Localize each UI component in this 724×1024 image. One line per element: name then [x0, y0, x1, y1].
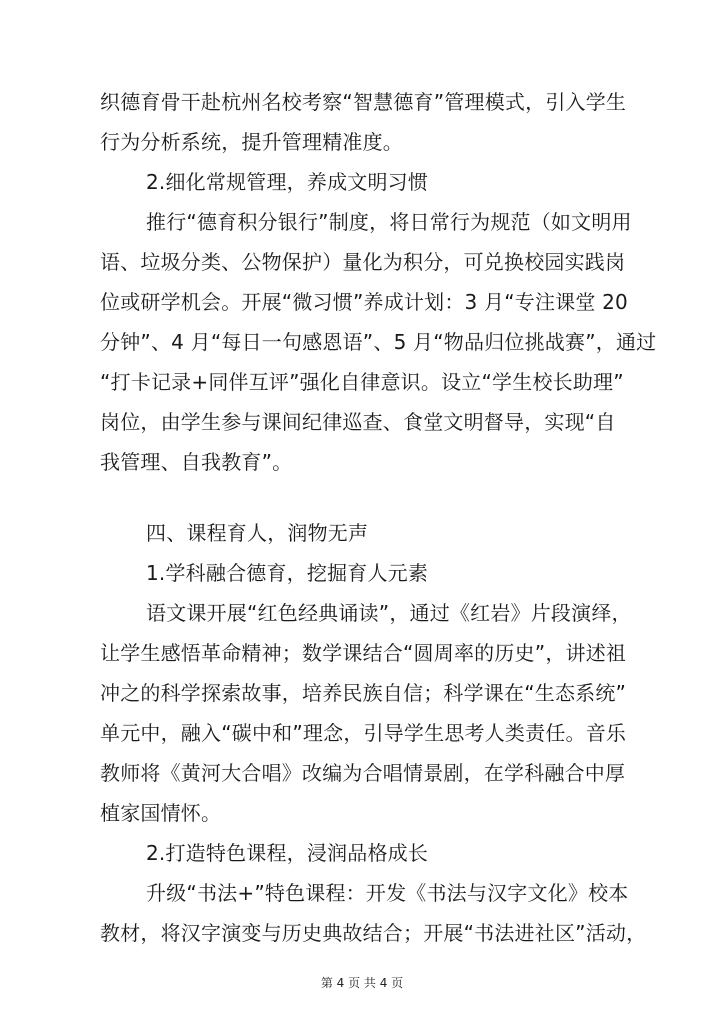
paragraph-line: 单元中，融入“碳中和”理念，引导学生思考人类责任。音乐 [100, 721, 627, 745]
paragraph-line: 冲之的科学探索故事，培养民族自信；科学课在“生态系统” [100, 681, 627, 705]
section-heading-curriculum: 四、课程育人，润物无声 [146, 521, 369, 545]
paragraph-line: 分钟”、4 月“每日一句感恩语”、5 月“物品归位挑战赛”，通过 [100, 330, 657, 354]
paragraph-line: 植家国情怀。 [100, 801, 222, 825]
paragraph-line: 语、垃圾分类、公物保护）量化为积分，可兑换校园实践岗 [100, 250, 626, 274]
paragraph-line: 让学生感悟革命精神；数学课结合“圆周率的历史”，讲述祖 [100, 641, 627, 665]
paragraph-line: 织德育骨干赴杭州名校考察“智慧德育”管理模式，引入学生 [100, 90, 627, 114]
paragraph-line: 教材，将汉字演变与历史典故结合；开展“书法进社区”活动， [100, 921, 647, 945]
subheading-1-subject-integration: 1.学科融合德育，挖掘育人元素 [146, 561, 429, 585]
paragraph-line: 我管理、自我教育”。 [100, 450, 293, 474]
page-number-footer: 第 4 页 共 4 页 [320, 976, 404, 990]
paragraph-line: 升级“书法+”特色课程：开发《书法与汉字文化》校本 [146, 881, 629, 905]
subheading-2-featured-courses: 2.打造特色课程，浸润品格成长 [146, 841, 429, 865]
paragraph-line: 岗位，由学生参与课间纪律巡查、食堂文明督导，实现“自 [100, 410, 616, 434]
paragraph-line: “打卡记录+同伴互评”强化自律意识。设立“学生校长助理” [100, 370, 624, 394]
paragraph-line: 语文课开展“红色经典诵读”，通过《红岩》片段演绎， [146, 601, 632, 625]
paragraph-line: 教师将《黄河大合唱》改编为合唱情景剧，在学科融合中厚 [100, 761, 626, 785]
paragraph-line: 位或研学机会。开展“微习惯”养成计划：3 月“专注课堂 20 [100, 290, 628, 314]
paragraph-line: 推行“德育积分银行”制度，将日常行为规范（如文明用 [146, 210, 632, 234]
subheading-2-routine-management: 2.细化常规管理，养成文明习惯 [146, 170, 429, 194]
paragraph-line: 行为分析系统，提升管理精准度。 [100, 130, 403, 154]
